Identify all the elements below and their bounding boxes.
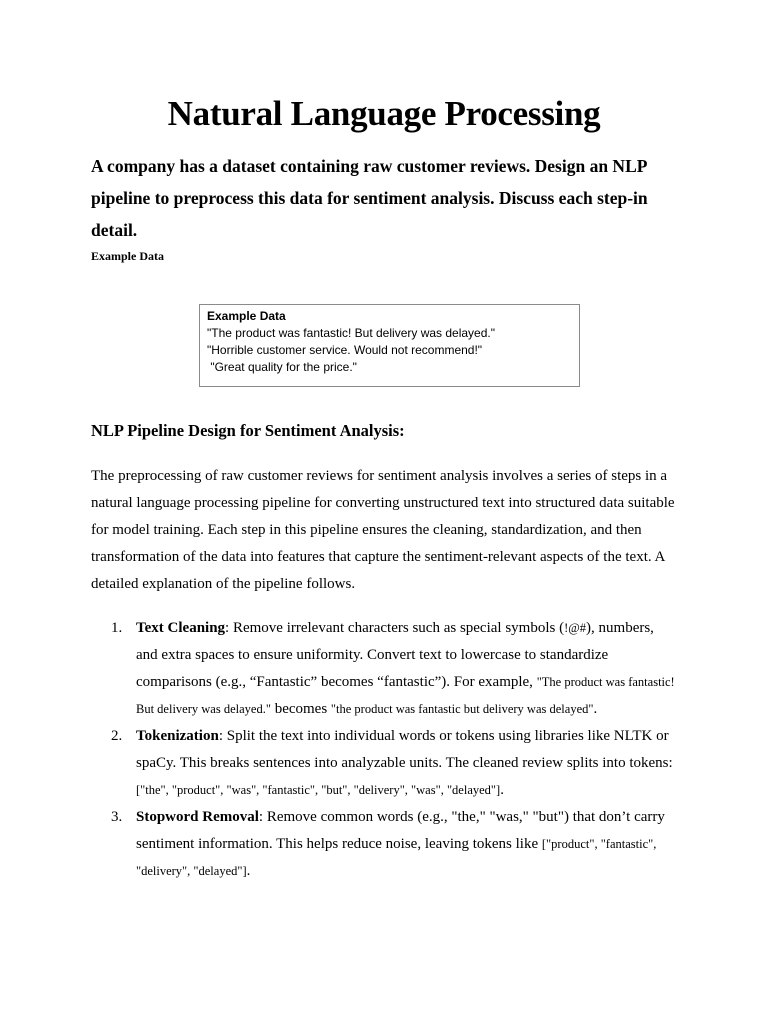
step-number: 2. [111,728,123,744]
question-text: A company has a dataset containing raw customer reviews. Design an NLP pipeline to preprocess this data for sentiment analysis. Discuss each step-in detail. [91,156,648,240]
example-box-title: Example Data [207,309,286,323]
step-text: . [593,701,598,717]
token-list: ["product", "fantastic", "delivery", "delayed"] [136,837,657,878]
step-text: ), numbers, and extra spaces to ensure uniformity. Convert text to lowercase to standardize comparisons (e.g., “Fantastic” becomes “fantastic”). For example, [136,620,654,690]
example-review-1: "The product was fantastic! But delivery was delayed." [207,326,495,340]
section-heading: NLP Pipeline Design for Sentiment Analysis: [91,421,405,440]
step-text: : Remove common words (e.g., "the," "was," "but") that don’t carry sentiment information. This helps reduce noise, leaving tokens like [136,809,665,852]
step-number: 3. [111,809,123,825]
sample-before: "The product was fantastic! But delivery was delayed." [136,675,675,716]
step-text: . [500,782,504,798]
pipeline-steps-list [91,615,677,885]
step-term: Tokenization [136,728,219,744]
sample-after: "the product was fantastic but delivery was delayed" [330,702,594,716]
step-number: 1. [111,620,123,636]
example-review-3: "Great quality for the price." [207,360,357,374]
step-term: Stopword Removal [136,809,259,825]
step-text: : Split the text into individual words or tokens using libraries like NLTK or spaCy. This breaks sentences into analyzable units. The cleaned review splits into tokens: [136,728,673,771]
step-text: . [246,863,251,879]
document-title: Natural Language Processing [167,94,601,133]
list-item-text-cleaning [91,615,677,723]
intro-paragraph: The preprocessing of raw customer reviews for sentiment analysis involves a series of steps in a natural language processing pipeline for converting unstructured text into structured data suitable for model training. Each step in this pipeline ensures the cleaning, standardization, and then transformation of the data into features that capture the sentiment-relevant aspects of the text. A detailed explanation of the pipeline follows. [91,468,675,592]
special-symbols: !@# [564,621,587,635]
list-item-tokenization [91,723,677,804]
example-data-caption: Example Data [91,249,164,263]
list-item-stopword-removal [91,804,677,885]
step-term: Text Cleaning [136,620,226,636]
step-text: becomes [270,701,331,717]
example-data-box [199,304,580,387]
token-list: ["the", "product", "was", "fantastic", "but", "delivery", "was", "delayed"] [136,783,501,797]
example-review-2: "Horrible customer service. Would not recommend!" [207,343,483,357]
step-text: : Remove irrelevant characters such as special symbols ( [225,620,565,636]
